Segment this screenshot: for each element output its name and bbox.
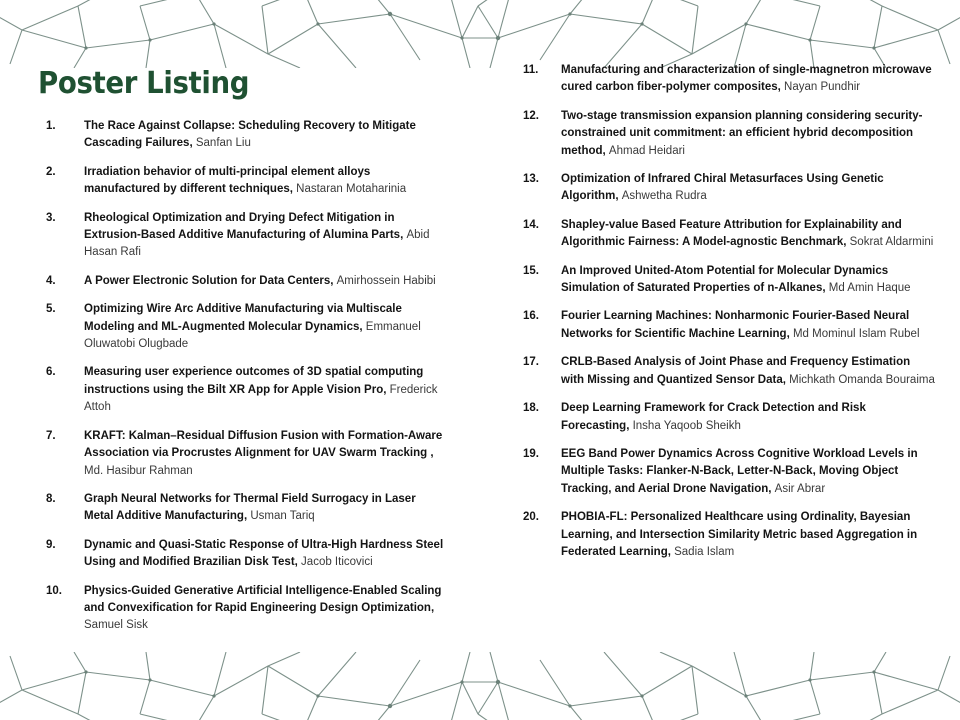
- poster-entry-number: 10.: [46, 584, 62, 597]
- poster-entry-body: [84, 428, 446, 480]
- poster-entry-title: The Race Against Collapse: Scheduling Recovery to Mitigate Cascading Failures: [84, 120, 416, 150]
- poster-entry: [46, 491, 446, 526]
- poster-entry-title: Optimizing Wire Arc Additive Manufacturing via Multiscale Modeling and ML-Augmented Molecular Dynamics: [84, 303, 402, 333]
- poster-entry-separator: ,: [615, 190, 622, 203]
- poster-entry-number: 7.: [46, 429, 56, 442]
- poster-entry-separator: ,: [294, 556, 302, 569]
- poster-entry-number: 17.: [523, 356, 539, 369]
- poster-entry-title: Irradiation behavior of multi-principal element alloys manufactured by different techniques: [84, 165, 371, 196]
- poster-entry-body: [561, 263, 935, 298]
- poster-entry-separator: ,: [383, 383, 390, 396]
- poster-entry-number: 18.: [523, 402, 539, 415]
- poster-entry-author: Nastaran Motaharinia: [296, 183, 407, 196]
- poster-entry-separator: ,: [777, 81, 785, 94]
- poster-entry-title: EEG Band Power Dynamics Across Cognitive Workload Levels in Multiple Tasks: Flanker-N-Back, Letter-N-Back, Moving Object Tracking, and Aerial Drone Navigation: [561, 447, 918, 495]
- poster-entry-number: 16.: [523, 310, 539, 323]
- poster-entry-body: [561, 354, 935, 389]
- poster-entry-author: Emmanuel Oluwatobi Olugbade: [84, 320, 421, 351]
- poster-entry-number: 5.: [46, 303, 56, 316]
- poster-entry-number: 13.: [523, 173, 539, 186]
- poster-entry-number: 19.: [523, 447, 539, 460]
- poster-entry: [46, 537, 446, 572]
- poster-entry-author: Samuel Sisk: [84, 619, 148, 632]
- poster-entry: [523, 354, 935, 389]
- poster-entry-title: An Improved United-Atom Potential for Molecular Dynamics Simulation of Saturated Properties of n-Alkanes: [561, 264, 889, 295]
- poster-entry-title: PHOBIA-FL: Personalized Healthcare using Ordinality, Bayesian Learning, and Intersection Similarity Metric based Aggregation in Federated Learning: [561, 511, 918, 558]
- poster-entry-separator: ,: [626, 419, 633, 432]
- poster-entry: [46, 118, 446, 153]
- poster-entry-title: KRAFT: Kalman–Residual Diffusion Fusion with Formation-Aware Association via Procrustes Alignment for UAV Swarm Tracking: [84, 429, 443, 460]
- poster-entry-body: [561, 171, 935, 206]
- poster-entry: [523, 171, 935, 206]
- poster-entry-body: [84, 491, 446, 526]
- poster-entry-title: Fourier Learning Machines: Nonharmonic Fourier-Based Neural Networks for Scientific Machine Learning: [561, 310, 910, 340]
- poster-entry-author: Ashwetha Rudra: [621, 190, 707, 203]
- poster-entry-title: Deep Learning Framework for Crack Detection and Risk Forecasting: [561, 402, 866, 432]
- poster-entry-title: Optimization of Infrared Chiral Metasurfaces Using Genetic Algorithm: [561, 173, 884, 203]
- poster-entry-number: 12.: [523, 109, 539, 122]
- poster-entry: [523, 263, 935, 298]
- poster-entry-body: [561, 400, 935, 435]
- poster-entry-number: 1.: [46, 120, 56, 132]
- poster-entry-author: Michkath Omanda Bouraima: [789, 373, 935, 386]
- poster-entry-author: Usman Tariq: [250, 510, 315, 523]
- poster-entry-body: [561, 509, 935, 561]
- poster-entry-author: Md Mominul Islam Rubel: [792, 327, 920, 340]
- poster-entry-number: 9.: [46, 538, 56, 551]
- poster-entry-number: 11.: [523, 64, 539, 76]
- poster-entry-author: Md. Hasibur Rahman: [84, 464, 193, 477]
- poster-entry-separator: ,: [602, 144, 609, 157]
- poster-entry-separator: ,: [786, 327, 793, 340]
- poster-entry-separator: ,: [430, 447, 434, 460]
- poster-entry: [523, 108, 935, 160]
- poster-entry-title: Manufacturing and characterization of single-magnetron microwave cured carbon fiber-polymer composites: [561, 64, 932, 94]
- poster-entry-body: [84, 164, 446, 199]
- poster-entry-title: A Power Electronic Solution for Data Centers: [84, 274, 331, 287]
- poster-entry-author: Asir Abrar: [774, 482, 826, 495]
- poster-entry-body: [84, 537, 446, 572]
- poster-entry-body: [84, 118, 446, 153]
- poster-entry-title: Graph Neural Networks for Thermal Field Surrogacy in Laser Metal Additive Manufacturing: [84, 492, 416, 523]
- poster-entry-title: Dynamic and Quasi-Static Response of Ultra-High Hardness Steel Using and Modified Brazilian Disk Test: [84, 538, 444, 569]
- poster-entry: [523, 400, 935, 435]
- poster-entry-separator: ,: [782, 373, 790, 386]
- right-column: [523, 62, 935, 561]
- poster-entry-separator: ,: [189, 137, 196, 150]
- poster-entry-title: CRLB-Based Analysis of Joint Phase and Frequency Estimation with Missing and Quantized Sensor Data: [561, 356, 911, 386]
- poster-entry-separator: ,: [768, 482, 775, 495]
- poster-entry-separator: ,: [330, 274, 337, 287]
- poster-entry-separator: ,: [843, 236, 850, 249]
- poster-entry-separator: ,: [822, 282, 829, 295]
- poster-entry-author: Nayan Pundhir: [784, 81, 861, 94]
- poster-entry-author: Abid Hasan Rafi: [84, 229, 430, 259]
- poster-entry-number: 6.: [46, 366, 56, 379]
- poster-entry-number: 8.: [46, 492, 56, 505]
- poster-entry-separator: ,: [400, 229, 407, 242]
- poster-entry-title: Physics-Guided Generative Artificial Intelligence-Enabled Scaling and Convexification for Rapid Engineering Design Optimization: [84, 584, 442, 614]
- poster-entry: [46, 210, 446, 262]
- poster-entry-author: Amirhossein Habibi: [336, 274, 436, 287]
- page-title: Poster Listing: [38, 66, 250, 101]
- poster-entry: [46, 428, 446, 480]
- poster-entry-title: Measuring user experience outcomes of 3D spatial computing instructions using the Bilt XR App for Apple Vision Pro: [84, 366, 424, 396]
- poster-entry-body: [561, 62, 935, 97]
- poster-entry-body: [561, 108, 935, 160]
- poster-entry: [523, 308, 935, 343]
- poster-entry-author: Ahmad Heidari: [608, 144, 685, 157]
- poster-entry: [46, 364, 446, 416]
- poster-entry: [46, 583, 446, 635]
- poster-entry-author: Sanfan Liu: [195, 137, 251, 150]
- poster-entry-body: [561, 308, 935, 343]
- poster-entry-author: Md Amin Haque: [828, 282, 911, 295]
- poster-entry-separator: ,: [667, 545, 675, 558]
- poster-entry: [46, 164, 446, 199]
- poster-entry: [523, 446, 935, 498]
- poster-entry-number: 20.: [523, 511, 539, 524]
- poster-entry-body: [84, 273, 446, 290]
- poster-entry-separator: ,: [243, 510, 251, 523]
- left-column: [46, 118, 446, 635]
- poster-entry-number: 3.: [46, 211, 56, 224]
- poster-entry-author: Sadia Islam: [674, 545, 735, 558]
- poster-entry-title: Shapley-value Based Feature Attribution for Explainability and Algorithmic Fairness: A Model-agnostic Benchmark: [561, 218, 902, 249]
- poster-entry-author: Sokrat Aldarmini: [849, 236, 934, 249]
- poster-entry-number: 15.: [523, 264, 539, 277]
- poster-entry-body: [84, 210, 446, 262]
- poster-entry-title: Two-stage transmission expansion planning considering security-constrained unit commitment: an efficient hybrid decomposition method: [561, 109, 923, 157]
- poster-entry-separator: ,: [359, 320, 366, 333]
- poster-entry-author: Jacob Iticovici: [301, 556, 373, 569]
- poster-entry-body: [84, 364, 446, 416]
- poster-entry-number: 2.: [46, 165, 56, 178]
- poster-entry: [523, 62, 935, 97]
- poster-entry-title: Rheological Optimization and Drying Defect Mitigation in Extrusion-Based Additive Manufacturing of Alumina Parts: [84, 211, 401, 242]
- poster-entry-author: Frederick Attoh: [84, 383, 438, 414]
- poster-entry-body: [84, 301, 446, 353]
- poster-entry-separator: ,: [289, 183, 297, 196]
- poster-entry-body: [84, 583, 446, 635]
- poster-entry: [523, 217, 935, 252]
- poster-entry-number: 14.: [523, 218, 539, 231]
- poster-entry-body: [561, 217, 935, 252]
- poster-entry: [46, 301, 446, 353]
- poster-entry: [523, 509, 935, 561]
- poster-entry-separator: ,: [430, 601, 435, 614]
- poster-entry: [46, 273, 446, 290]
- poster-entry-body: [561, 446, 935, 498]
- poster-entry-number: 4.: [46, 274, 56, 287]
- poster-entry-author: Insha Yaqoob Sheikh: [632, 419, 741, 432]
